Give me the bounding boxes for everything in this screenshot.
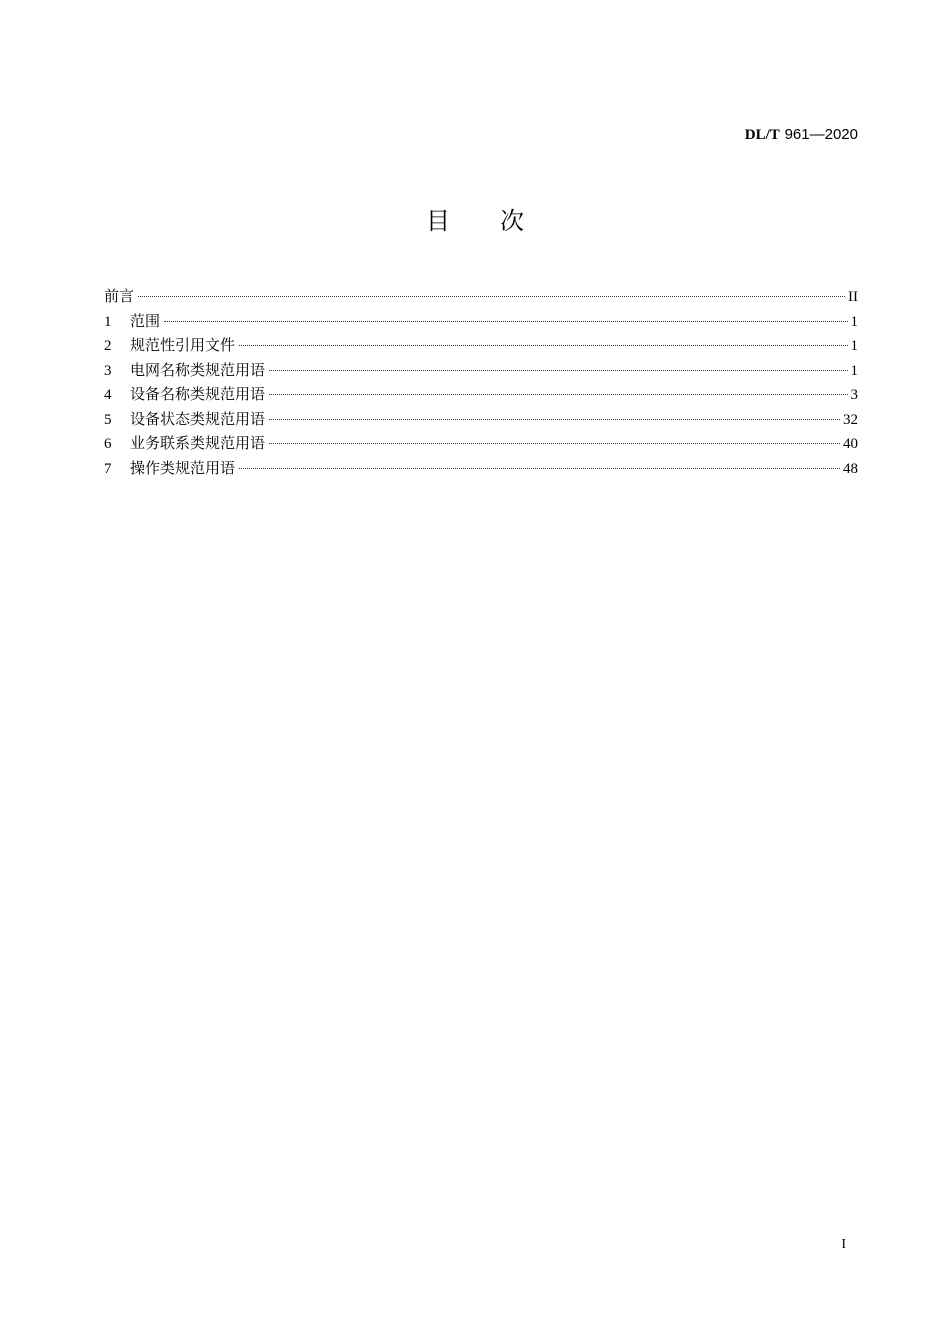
standard-code bbox=[745, 124, 858, 145]
toc-entry-label: 设备名称类规范用语 bbox=[130, 385, 266, 403]
toc-entry-1[interactable] bbox=[104, 309, 858, 334]
toc-leader-dots bbox=[239, 468, 840, 469]
toc-entry-page: 3 bbox=[850, 387, 858, 403]
toc-entry-label: 电网名称类规范用语 bbox=[130, 360, 266, 379]
table-of-contents bbox=[104, 284, 858, 480]
standard-code-prefix: DL/T bbox=[744, 127, 780, 143]
toc-entry-page: 1 bbox=[850, 313, 858, 330]
page-number: I bbox=[841, 1237, 846, 1252]
toc-entry-number: 7 bbox=[104, 460, 112, 477]
toc-entry-page: 1 bbox=[850, 338, 858, 354]
toc-entry-3[interactable] bbox=[104, 358, 858, 383]
toc-entry-number: 1 bbox=[104, 313, 112, 330]
toc-entry-number: 2 bbox=[104, 338, 112, 354]
toc-entry-2[interactable] bbox=[104, 333, 858, 358]
toc-title: 目次 bbox=[426, 207, 574, 235]
toc-entry-number: 5 bbox=[104, 411, 112, 428]
standard-code-number: 961—2020 bbox=[784, 126, 858, 143]
toc-entry-page: 32 bbox=[843, 411, 858, 428]
toc-leader-dots bbox=[269, 370, 847, 371]
toc-entry-number: 3 bbox=[104, 362, 112, 379]
toc-leader-dots bbox=[164, 321, 847, 322]
toc-entry-label: 操作类规范用语 bbox=[130, 458, 236, 477]
toc-entry-5[interactable] bbox=[104, 407, 858, 432]
toc-entry-page: II bbox=[848, 289, 858, 305]
toc-entry-page: 40 bbox=[843, 436, 858, 452]
toc-leader-dots bbox=[269, 394, 847, 395]
toc-entry-label: 前言 bbox=[104, 287, 135, 305]
toc-leader-dots bbox=[269, 419, 840, 420]
toc-leader-dots bbox=[138, 296, 845, 297]
toc-entry-preface[interactable] bbox=[104, 284, 858, 309]
toc-entry-7[interactable] bbox=[104, 456, 858, 481]
toc-entry-label: 业务联系类规范用语 bbox=[130, 434, 266, 452]
toc-entry-label: 规范性引用文件 bbox=[130, 336, 236, 354]
toc-entry-label: 范围 bbox=[130, 311, 161, 330]
toc-entry-page: 1 bbox=[850, 362, 858, 379]
toc-entry-number: 4 bbox=[104, 387, 112, 403]
toc-entry-4[interactable] bbox=[104, 382, 858, 407]
toc-leader-dots bbox=[269, 443, 840, 444]
toc-entry-page: 48 bbox=[843, 460, 858, 477]
toc-leader-dots bbox=[239, 345, 847, 346]
toc-entry-6[interactable] bbox=[104, 431, 858, 456]
toc-entry-number: 6 bbox=[104, 436, 112, 452]
toc-entry-label: 设备状态类规范用语 bbox=[130, 409, 266, 428]
